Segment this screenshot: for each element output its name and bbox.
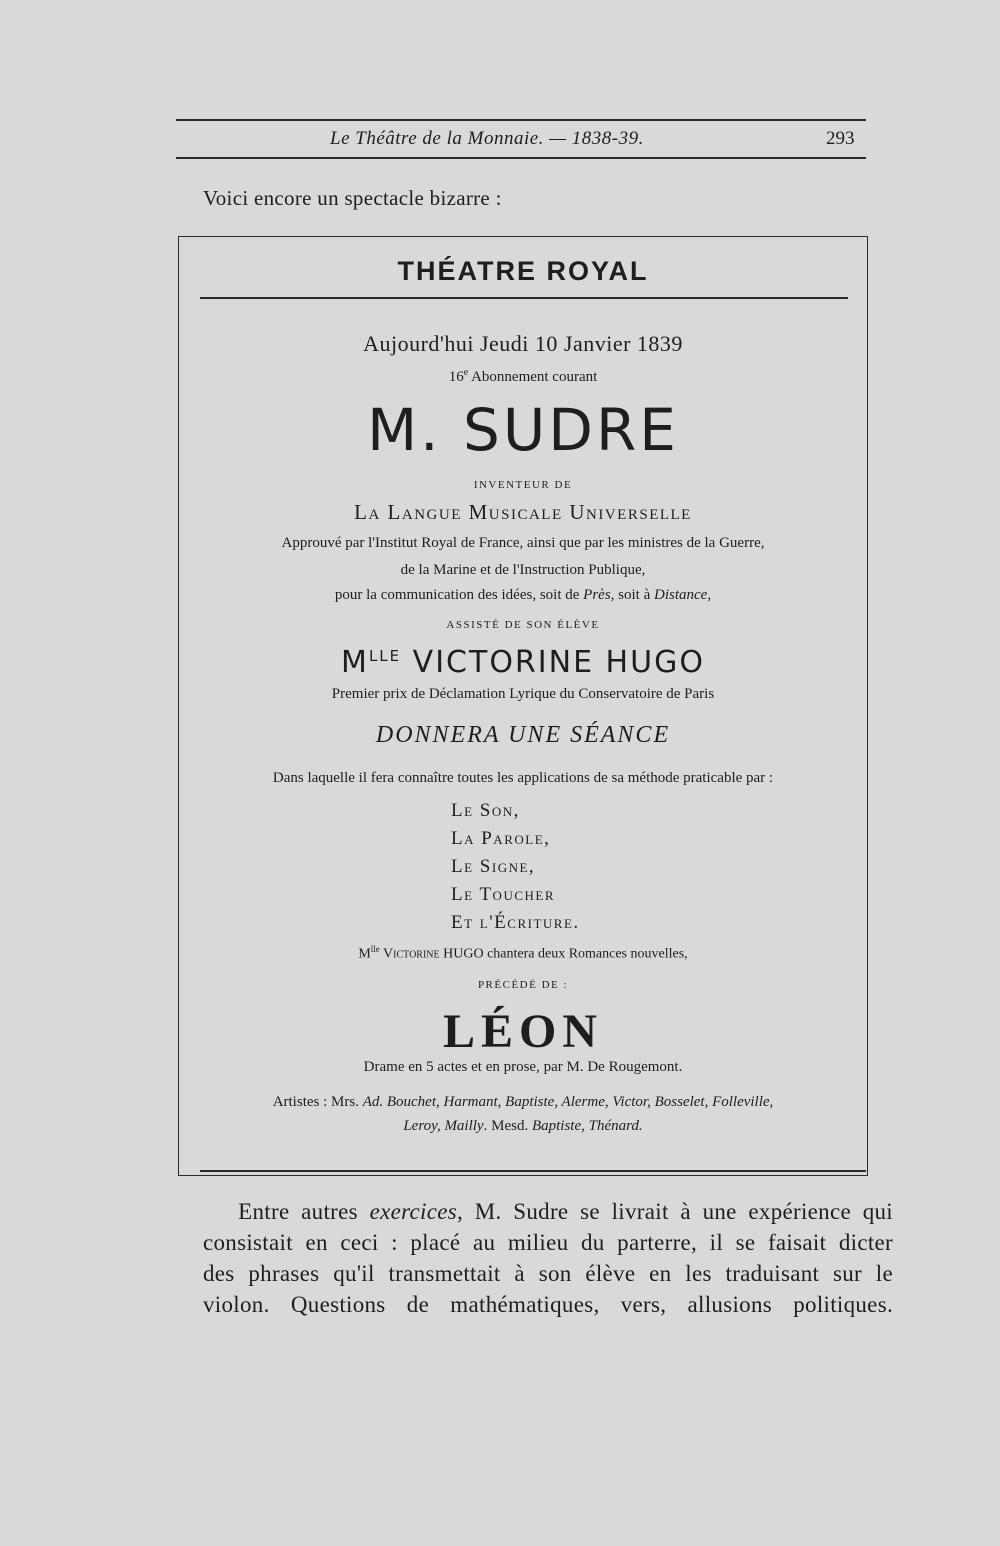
prize-line: Premier prix de Déclamation Lyrique du Conservatoire de Paris	[331, 686, 715, 702]
subscription-line	[178, 367, 868, 386]
body-italic: exercices	[369, 1199, 457, 1224]
body-line-2: consistait en ceci : placé au milieu du parterre, il se faisait dicter	[203, 1230, 893, 1255]
running-title: Le Théâtre de la Monnaie. — 1838-39.	[330, 128, 644, 149]
performance-date: Aujourd'hui Jeudi 10 Janvier 1839	[363, 331, 683, 356]
methods-list	[451, 797, 580, 937]
approval-text: pour la communication des idées, soit de	[334, 587, 584, 603]
subscription-text: Abonnement courant	[468, 369, 598, 385]
student-name	[178, 645, 868, 680]
approval-pres: Près	[583, 587, 611, 603]
artists-names: Ad. Bouchet, Harmant, Baptiste, Alerme, Victor, Bosselet, Folleville,	[362, 1094, 774, 1110]
singing-prefix-sup: lle	[370, 944, 380, 954]
artists-line-1	[178, 1094, 868, 1111]
method-line: Dans laquelle il fera connaître toutes les applications de sa méthode praticable par :	[272, 770, 774, 786]
header-top-rule	[176, 119, 866, 121]
student-prefix-sup: LLE	[368, 647, 402, 665]
singing-text: HUGO chantera deux Romances nouvelles,	[439, 946, 688, 962]
singing-line	[178, 944, 868, 963]
header-bottom-rule	[176, 157, 866, 159]
body-line-1	[203, 1196, 893, 1227]
approval-distance: Distance	[654, 587, 708, 603]
playbill-bottom-rule	[200, 1170, 866, 1172]
artists-names: Baptiste, Thénard.	[531, 1118, 643, 1134]
assisted-label: ASSISTÉ DE SON ÉLÈVE	[446, 619, 600, 631]
student-name-text: VICTORINE HUGO	[401, 645, 705, 680]
theatre-underline	[200, 297, 848, 299]
subscription-number: 16	[448, 369, 464, 385]
body-paragraph	[203, 1196, 893, 1320]
approval-text: ,	[707, 587, 712, 603]
artists-names: Leroy, Mailly	[403, 1118, 484, 1134]
student-prefix: M	[341, 645, 369, 680]
singing-name: Victorine	[379, 946, 440, 962]
approval-line-1: Approuvé par l'Institut Royal de France, ainsi que par les ministres de la Guerre,	[281, 535, 765, 551]
play-title: LÉON	[442, 1005, 604, 1058]
inventor-label: INVENTEUR DE	[473, 479, 573, 491]
list-item: Le Signe,	[451, 856, 536, 877]
preceded-label: PRÉCÉDÉ DE :	[477, 979, 569, 991]
list-item: Et l'Écriture.	[451, 912, 580, 933]
artists-label: Artistes : Mrs.	[272, 1094, 363, 1110]
approval-text: , soit à	[610, 587, 655, 603]
artists-label: . Mesd.	[483, 1118, 532, 1134]
singing-prefix: M	[358, 946, 371, 962]
list-item: Le Son,	[451, 800, 520, 821]
headliner-name: M. SUDRE	[367, 396, 679, 464]
body-text: , M. Sudre se livrait à une expérience qui	[456, 1199, 893, 1224]
intro-line: Voici encore un spectacle bizarre :	[203, 186, 502, 210]
list-item: La Parole,	[451, 828, 551, 849]
artists-line-2	[178, 1118, 868, 1135]
invention-title: La Langue Musicale Universelle	[354, 500, 692, 524]
page-number: 293	[826, 128, 855, 149]
body-text: Entre autres	[238, 1199, 370, 1224]
body-line-3: des phrases qu'il transmettait à son élève en les traduisant sur le	[203, 1261, 893, 1286]
approval-line-3	[178, 587, 868, 604]
body-line-4: violon. Questions de mathématiques, vers, allusions politiques.	[203, 1292, 893, 1317]
drama-line: Drame en 5 actes et en prose, par M. De Rougemont.	[363, 1059, 683, 1075]
subscription-ordinal: e	[463, 367, 469, 378]
theatre-name: THÉATRE ROYAL	[397, 256, 649, 286]
seance-heading: DONNERA UNE SÉANCE	[375, 722, 671, 748]
approval-line-2: de la Marine et de l'Instruction Publique,	[400, 562, 646, 578]
list-item: Le Toucher	[451, 884, 556, 905]
